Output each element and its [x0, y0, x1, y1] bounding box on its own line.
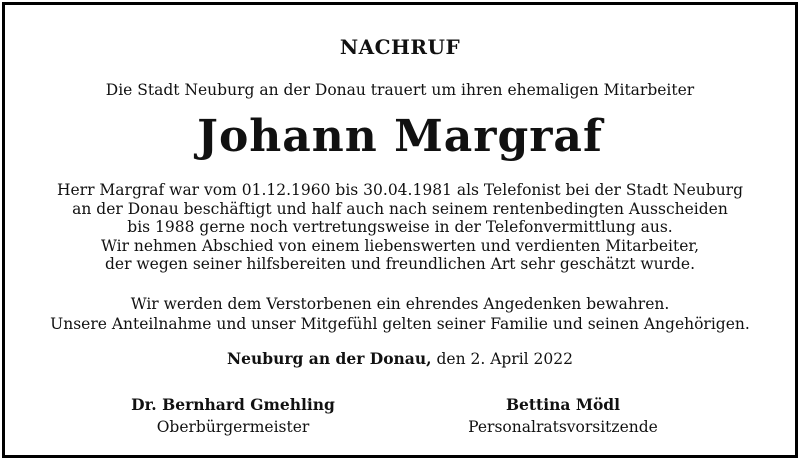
signatory-role: Personalratsvorsitzende: [468, 418, 658, 436]
signatory-role: Oberbürgermeister: [156, 418, 310, 436]
body-line: bis 1988 gerne noch vertretungsweise in der Telefonvermittlung aus.: [127, 218, 673, 236]
date: den 2. April 2022: [436, 350, 574, 368]
signatory-right: [413, 394, 713, 438]
body-line: Wir nehmen Abschied von einem liebenswerten und verdienten Mitarbeiter,: [100, 236, 700, 255]
notice-heading: NACHRUF: [339, 35, 461, 59]
obituary-notice: [2, 2, 798, 458]
closing-line: Wir werden dem Verstorbenen ein ehrendes Angedenken bewahren.: [130, 295, 670, 313]
closing-line: Unsere Anteilnahme und unser Mitgefühl gelten seiner Familie und seinen Angehörigen.: [50, 315, 750, 333]
body-line: Herr Margraf war vom 01.12.1960 bis 30.04.1981 als Telefonist bei der Stadt Neuburg: [56, 181, 744, 199]
signatory-name: Bettina Mödl: [505, 395, 621, 414]
body-text: [5, 181, 795, 274]
closing-text: [5, 294, 795, 334]
signatory-left: [83, 394, 383, 438]
body-line: an der Donau beschäftigt und half auch nach seinem rentenbedingten Ausscheiden: [72, 199, 728, 218]
signatory-name: Dr. Bernhard Gmehling: [131, 395, 335, 414]
place: Neuburg an der Donau,: [226, 349, 432, 368]
intro-text: Die Stadt Neuburg an der Donau trauert um ihren ehemaligen Mitarbeiter: [105, 81, 695, 99]
place-date-line: [5, 349, 795, 368]
deceased-name: Johann Margraf: [197, 111, 603, 162]
body-line: der wegen seiner hilfsbereiten und freundlichen Art sehr geschätzt wurde.: [104, 255, 696, 273]
